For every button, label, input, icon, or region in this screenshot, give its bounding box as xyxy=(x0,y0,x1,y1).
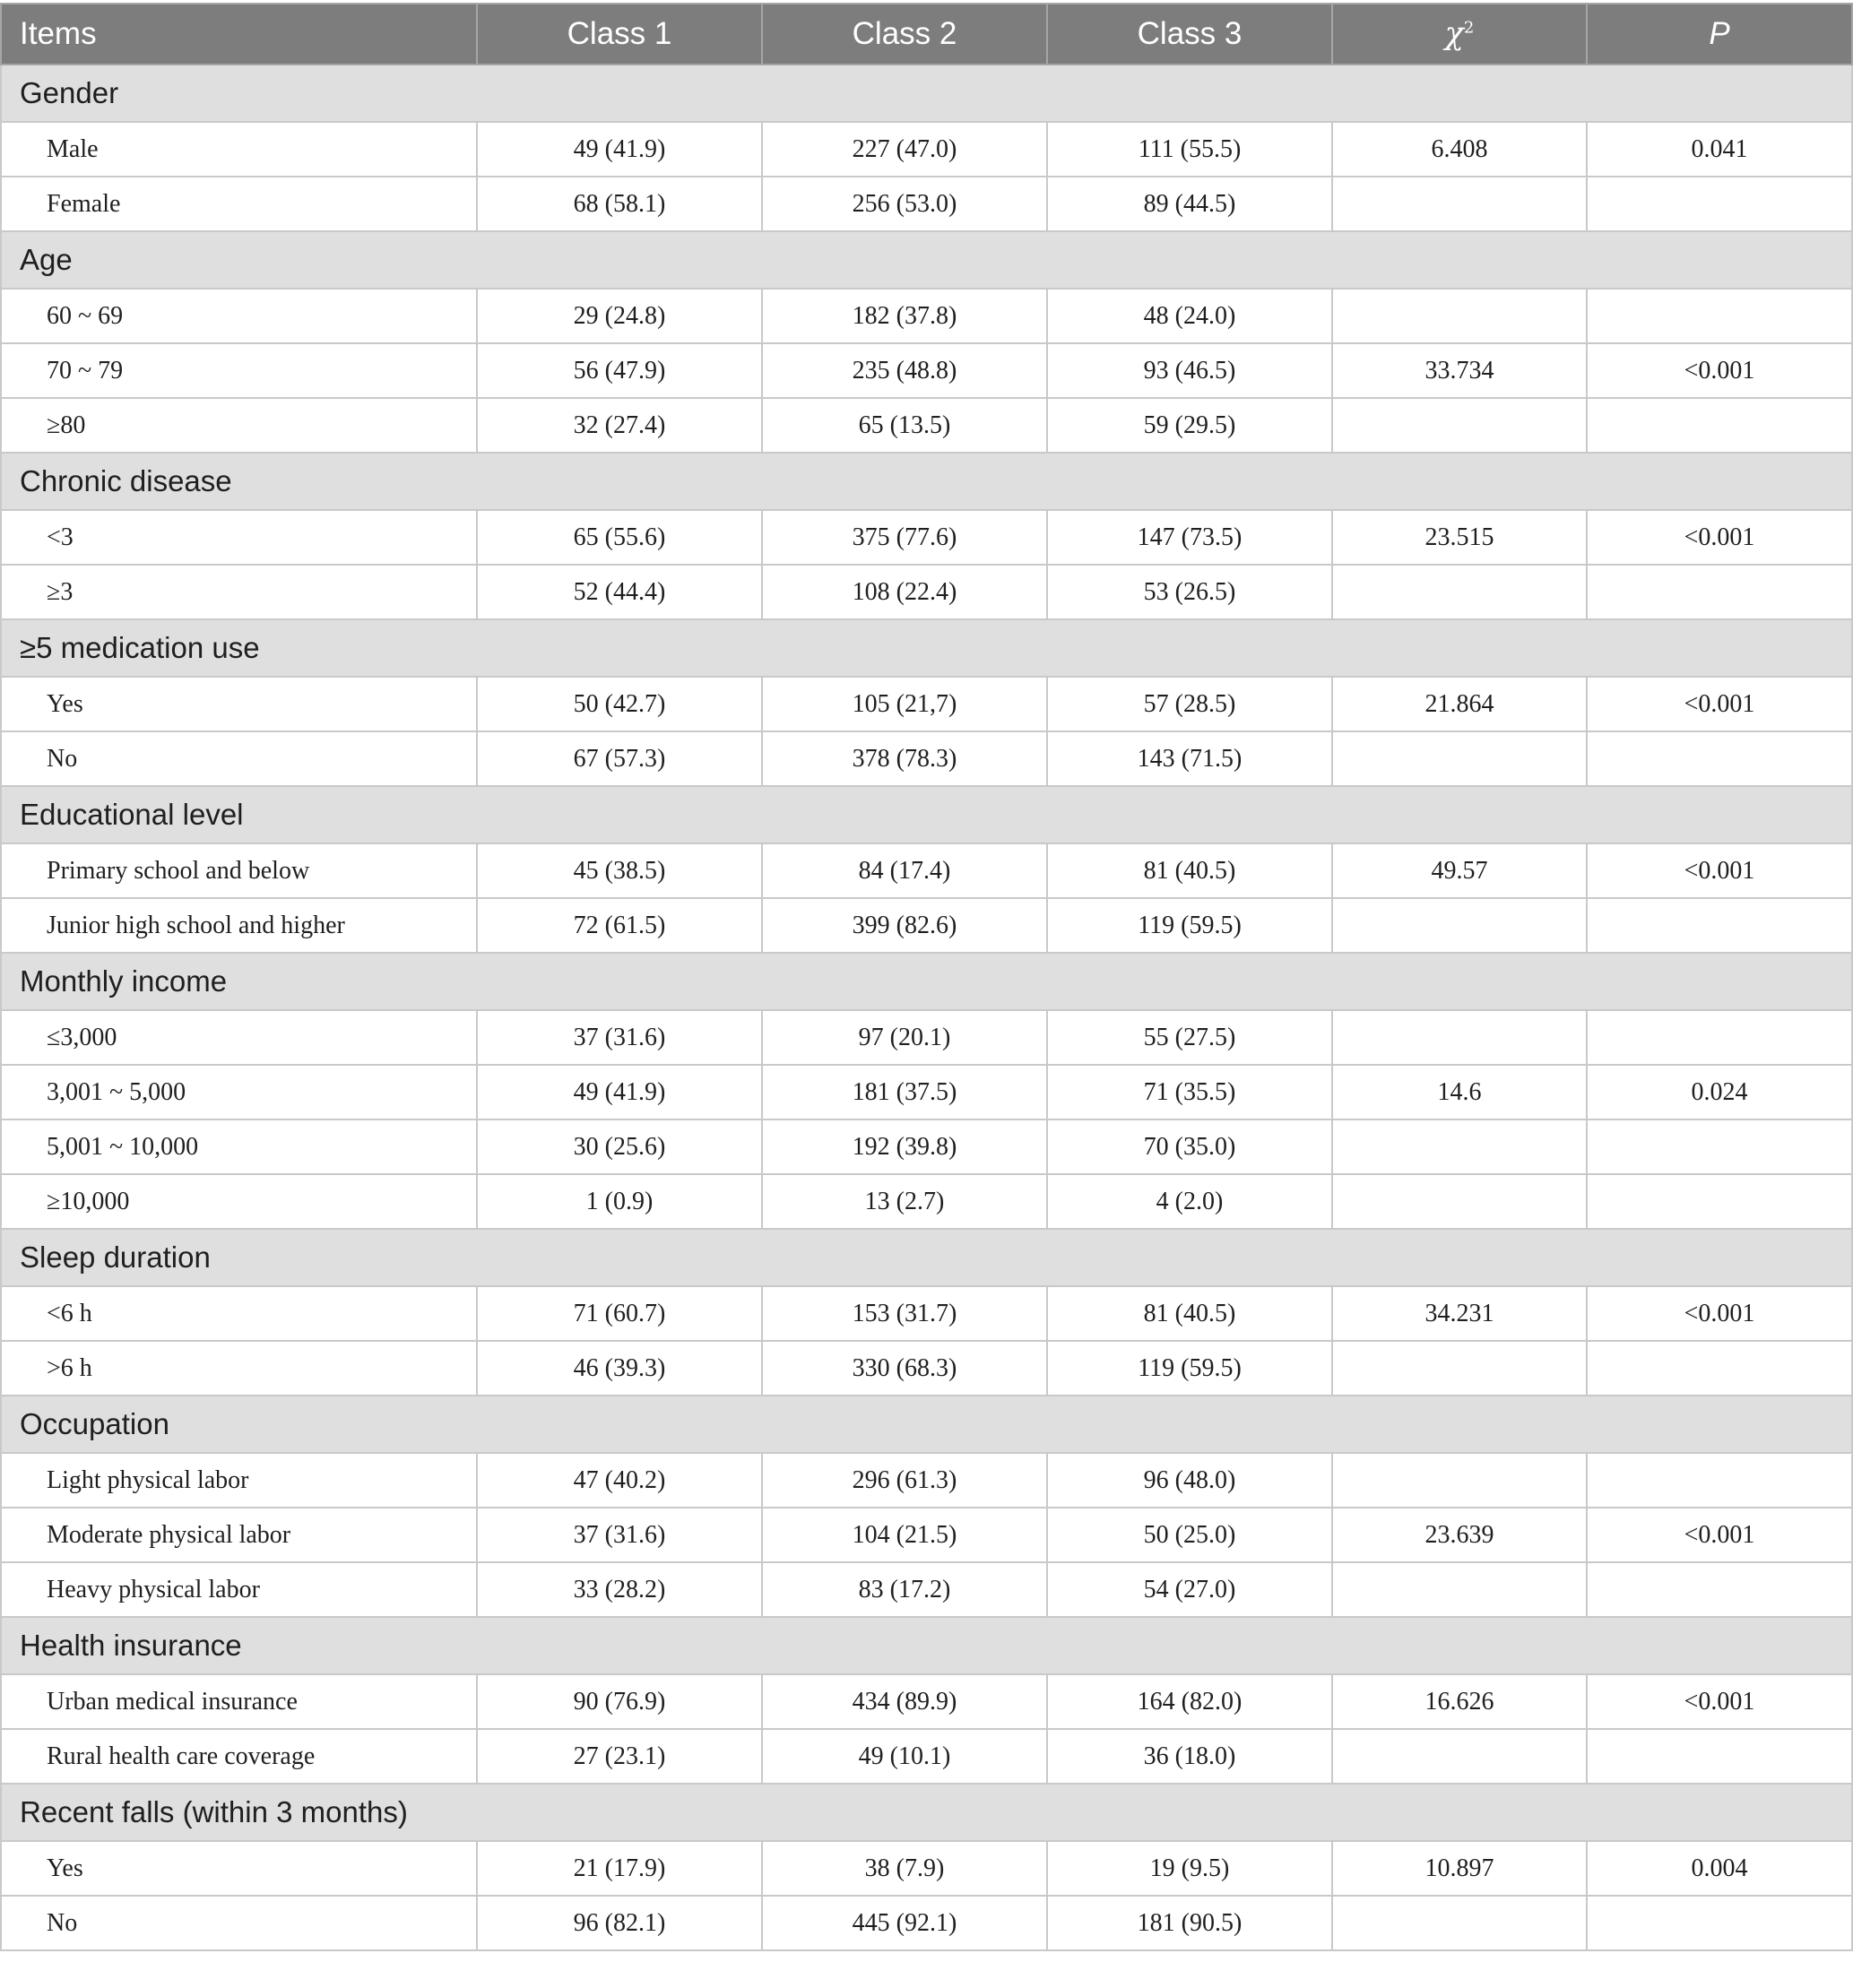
cell-class-1: 21 (17.9) xyxy=(477,1841,762,1896)
cell-p-value: <0.001 xyxy=(1587,1508,1852,1562)
header-class-3: Class 3 xyxy=(1047,4,1332,65)
cell-class-2: 445 (92.1) xyxy=(762,1896,1047,1950)
chi-superscript: 2 xyxy=(1463,18,1475,38)
row-label: Yes xyxy=(1,1841,477,1896)
cell-class-3: 50 (25.0) xyxy=(1047,1508,1332,1562)
row-label: Moderate physical labor xyxy=(1,1508,477,1562)
row-label: >6 h xyxy=(1,1341,477,1396)
table-row xyxy=(1,1065,1852,1119)
row-label: 60 ~ 69 xyxy=(1,289,477,343)
section-row xyxy=(1,453,1852,510)
section-title: Educational level xyxy=(1,786,1852,843)
row-label: 70 ~ 79 xyxy=(1,343,477,398)
row-label: Yes xyxy=(1,677,477,731)
table-row xyxy=(1,1286,1852,1341)
section-title: Occupation xyxy=(1,1396,1852,1453)
cell-p-value: 0.041 xyxy=(1587,122,1852,177)
cell-class-3: 89 (44.5) xyxy=(1047,177,1332,231)
row-label: <3 xyxy=(1,510,477,565)
cell-p-value: 0.024 xyxy=(1587,1065,1852,1119)
cell-class-2: 330 (68.3) xyxy=(762,1341,1047,1396)
row-label: Male xyxy=(1,122,477,177)
cell-class-3: 164 (82.0) xyxy=(1047,1674,1332,1729)
section-row xyxy=(1,1229,1852,1286)
section-row xyxy=(1,1617,1852,1674)
cell-class-3: 119 (59.5) xyxy=(1047,898,1332,953)
cell-class-1: 29 (24.8) xyxy=(477,289,762,343)
cell-class-2: 192 (39.8) xyxy=(762,1119,1047,1174)
cell-p-value xyxy=(1587,1562,1852,1617)
cell-class-1: 56 (47.9) xyxy=(477,343,762,398)
table-row xyxy=(1,343,1852,398)
cell-chi-square: 16.626 xyxy=(1332,1674,1587,1729)
cell-class-3: 181 (90.5) xyxy=(1047,1896,1332,1950)
data-table xyxy=(0,3,1853,1951)
section-title: ≥5 medication use xyxy=(1,619,1852,677)
row-label: Light physical labor xyxy=(1,1453,477,1508)
cell-chi-square xyxy=(1332,1453,1587,1508)
table-row xyxy=(1,1119,1852,1174)
cell-class-3: 71 (35.5) xyxy=(1047,1065,1332,1119)
row-label: Heavy physical labor xyxy=(1,1562,477,1617)
table-row xyxy=(1,1174,1852,1229)
cell-p-value xyxy=(1587,1729,1852,1784)
cell-chi-square: 34.231 xyxy=(1332,1286,1587,1341)
cell-p-value xyxy=(1587,898,1852,953)
cell-chi-square: 49.57 xyxy=(1332,843,1587,898)
cell-class-3: 48 (24.0) xyxy=(1047,289,1332,343)
cell-class-1: 49 (41.9) xyxy=(477,1065,762,1119)
table-row xyxy=(1,398,1852,453)
cell-p-value xyxy=(1587,565,1852,619)
cell-class-2: 97 (20.1) xyxy=(762,1010,1047,1065)
table-row xyxy=(1,1341,1852,1396)
section-title: Health insurance xyxy=(1,1617,1852,1674)
table-row xyxy=(1,1729,1852,1784)
cell-class-3: 59 (29.5) xyxy=(1047,398,1332,453)
cell-class-2: 84 (17.4) xyxy=(762,843,1047,898)
row-label: ≥10,000 xyxy=(1,1174,477,1229)
cell-chi-square: 23.639 xyxy=(1332,1508,1587,1562)
row-label: No xyxy=(1,731,477,786)
section-title: Age xyxy=(1,231,1852,289)
cell-class-1: 49 (41.9) xyxy=(477,122,762,177)
cell-class-1: 45 (38.5) xyxy=(477,843,762,898)
row-label: Rural health care coverage xyxy=(1,1729,477,1784)
cell-chi-square xyxy=(1332,177,1587,231)
cell-class-3: 4 (2.0) xyxy=(1047,1174,1332,1229)
cell-class-3: 81 (40.5) xyxy=(1047,843,1332,898)
header-class-2: Class 2 xyxy=(762,4,1047,65)
cell-class-1: 27 (23.1) xyxy=(477,1729,762,1784)
cell-p-value xyxy=(1587,398,1852,453)
cell-class-1: 50 (42.7) xyxy=(477,677,762,731)
cell-p-value: <0.001 xyxy=(1587,1674,1852,1729)
cell-p-value: <0.001 xyxy=(1587,843,1852,898)
table-row xyxy=(1,731,1852,786)
cell-chi-square xyxy=(1332,398,1587,453)
cell-chi-square xyxy=(1332,1174,1587,1229)
cell-p-value: <0.001 xyxy=(1587,677,1852,731)
table-row xyxy=(1,1674,1852,1729)
cell-class-3: 55 (27.5) xyxy=(1047,1010,1332,1065)
cell-chi-square: 33.734 xyxy=(1332,343,1587,398)
cell-p-value: <0.001 xyxy=(1587,510,1852,565)
cell-class-1: 71 (60.7) xyxy=(477,1286,762,1341)
section-row xyxy=(1,619,1852,677)
table-row xyxy=(1,177,1852,231)
row-label: Junior high school and higher xyxy=(1,898,477,953)
cell-p-value xyxy=(1587,1010,1852,1065)
cell-class-1: 96 (82.1) xyxy=(477,1896,762,1950)
cell-class-3: 147 (73.5) xyxy=(1047,510,1332,565)
p-symbol: P xyxy=(1709,16,1730,51)
cell-class-2: 434 (89.9) xyxy=(762,1674,1047,1729)
cell-chi-square xyxy=(1332,565,1587,619)
cell-p-value: <0.001 xyxy=(1587,1286,1852,1341)
row-label: Primary school and below xyxy=(1,843,477,898)
cell-class-1: 72 (61.5) xyxy=(477,898,762,953)
cell-p-value: 0.004 xyxy=(1587,1841,1852,1896)
table-row xyxy=(1,677,1852,731)
cell-p-value xyxy=(1587,1174,1852,1229)
cell-class-3: 36 (18.0) xyxy=(1047,1729,1332,1784)
cell-chi-square xyxy=(1332,1896,1587,1950)
header-chi-square xyxy=(1332,4,1587,65)
section-row xyxy=(1,65,1852,122)
cell-class-2: 182 (37.8) xyxy=(762,289,1047,343)
chi-symbol: χ xyxy=(1444,16,1464,52)
cell-chi-square: 14.6 xyxy=(1332,1065,1587,1119)
cell-class-3: 53 (26.5) xyxy=(1047,565,1332,619)
section-row xyxy=(1,786,1852,843)
cell-class-3: 143 (71.5) xyxy=(1047,731,1332,786)
table-body xyxy=(1,65,1852,1950)
cell-p-value xyxy=(1587,289,1852,343)
table-row xyxy=(1,1508,1852,1562)
header-p-value xyxy=(1587,4,1852,65)
table-row xyxy=(1,289,1852,343)
section-title: Monthly income xyxy=(1,953,1852,1010)
section-title: Recent falls (within 3 months) xyxy=(1,1784,1852,1841)
table-row xyxy=(1,1896,1852,1950)
cell-class-1: 90 (76.9) xyxy=(477,1674,762,1729)
table-row xyxy=(1,1453,1852,1508)
table-row xyxy=(1,565,1852,619)
cell-chi-square xyxy=(1332,1341,1587,1396)
cell-class-2: 227 (47.0) xyxy=(762,122,1047,177)
cell-class-1: 46 (39.3) xyxy=(477,1341,762,1396)
cell-class-2: 65 (13.5) xyxy=(762,398,1047,453)
table-row xyxy=(1,898,1852,953)
cell-chi-square: 6.408 xyxy=(1332,122,1587,177)
cell-class-1: 68 (58.1) xyxy=(477,177,762,231)
row-label: No xyxy=(1,1896,477,1950)
table-row xyxy=(1,1841,1852,1896)
section-title: Gender xyxy=(1,65,1852,122)
row-label: Urban medical insurance xyxy=(1,1674,477,1729)
cell-class-1: 67 (57.3) xyxy=(477,731,762,786)
table-row xyxy=(1,1562,1852,1617)
cell-p-value xyxy=(1587,1896,1852,1950)
header-items: Items xyxy=(1,4,477,65)
cell-class-3: 81 (40.5) xyxy=(1047,1286,1332,1341)
header-row xyxy=(1,4,1852,65)
table-row xyxy=(1,510,1852,565)
cell-class-3: 111 (55.5) xyxy=(1047,122,1332,177)
cell-class-1: 32 (27.4) xyxy=(477,398,762,453)
cell-p-value xyxy=(1587,177,1852,231)
cell-class-3: 19 (9.5) xyxy=(1047,1841,1332,1896)
row-label: ≥3 xyxy=(1,565,477,619)
cell-class-2: 83 (17.2) xyxy=(762,1562,1047,1617)
cell-class-2: 105 (21,7) xyxy=(762,677,1047,731)
section-row xyxy=(1,953,1852,1010)
cell-chi-square xyxy=(1332,1010,1587,1065)
section-title: Chronic disease xyxy=(1,453,1852,510)
table-row xyxy=(1,1010,1852,1065)
row-label: <6 h xyxy=(1,1286,477,1341)
cell-chi-square xyxy=(1332,289,1587,343)
cell-class-2: 378 (78.3) xyxy=(762,731,1047,786)
row-label: Female xyxy=(1,177,477,231)
row-label: 3,001 ~ 5,000 xyxy=(1,1065,477,1119)
cell-chi-square: 10.897 xyxy=(1332,1841,1587,1896)
section-title: Sleep duration xyxy=(1,1229,1852,1286)
cell-chi-square xyxy=(1332,731,1587,786)
cell-class-1: 65 (55.6) xyxy=(477,510,762,565)
cell-class-3: 119 (59.5) xyxy=(1047,1341,1332,1396)
cell-p-value xyxy=(1587,731,1852,786)
cell-p-value xyxy=(1587,1453,1852,1508)
cell-class-2: 153 (31.7) xyxy=(762,1286,1047,1341)
cell-class-2: 104 (21.5) xyxy=(762,1508,1047,1562)
row-label: ≤3,000 xyxy=(1,1010,477,1065)
cell-class-2: 375 (77.6) xyxy=(762,510,1047,565)
cell-class-2: 38 (7.9) xyxy=(762,1841,1047,1896)
cell-chi-square xyxy=(1332,898,1587,953)
cell-chi-square xyxy=(1332,1562,1587,1617)
cell-class-1: 30 (25.6) xyxy=(477,1119,762,1174)
cell-class-2: 49 (10.1) xyxy=(762,1729,1047,1784)
cell-chi-square: 23.515 xyxy=(1332,510,1587,565)
row-label: 5,001 ~ 10,000 xyxy=(1,1119,477,1174)
cell-class-3: 57 (28.5) xyxy=(1047,677,1332,731)
cell-class-3: 70 (35.0) xyxy=(1047,1119,1332,1174)
cell-class-3: 93 (46.5) xyxy=(1047,343,1332,398)
cell-class-1: 33 (28.2) xyxy=(477,1562,762,1617)
cell-class-2: 108 (22.4) xyxy=(762,565,1047,619)
row-label: ≥80 xyxy=(1,398,477,453)
cell-class-1: 52 (44.4) xyxy=(477,565,762,619)
cell-chi-square xyxy=(1332,1119,1587,1174)
cell-class-1: 47 (40.2) xyxy=(477,1453,762,1508)
cell-class-2: 399 (82.6) xyxy=(762,898,1047,953)
cell-chi-square xyxy=(1332,1729,1587,1784)
cell-class-2: 296 (61.3) xyxy=(762,1453,1047,1508)
cell-class-2: 181 (37.5) xyxy=(762,1065,1047,1119)
cell-class-1: 1 (0.9) xyxy=(477,1174,762,1229)
cell-class-2: 256 (53.0) xyxy=(762,177,1047,231)
section-row xyxy=(1,231,1852,289)
cell-class-3: 54 (27.0) xyxy=(1047,1562,1332,1617)
header-class-1: Class 1 xyxy=(477,4,762,65)
section-row xyxy=(1,1396,1852,1453)
table-row xyxy=(1,122,1852,177)
cell-p-value xyxy=(1587,1119,1852,1174)
cell-chi-square: 21.864 xyxy=(1332,677,1587,731)
cell-class-3: 96 (48.0) xyxy=(1047,1453,1332,1508)
cell-class-1: 37 (31.6) xyxy=(477,1508,762,1562)
cell-p-value xyxy=(1587,1341,1852,1396)
cell-class-2: 235 (48.8) xyxy=(762,343,1047,398)
section-row xyxy=(1,1784,1852,1841)
table-row xyxy=(1,843,1852,898)
cell-class-1: 37 (31.6) xyxy=(477,1010,762,1065)
cell-p-value: <0.001 xyxy=(1587,343,1852,398)
cell-class-2: 13 (2.7) xyxy=(762,1174,1047,1229)
